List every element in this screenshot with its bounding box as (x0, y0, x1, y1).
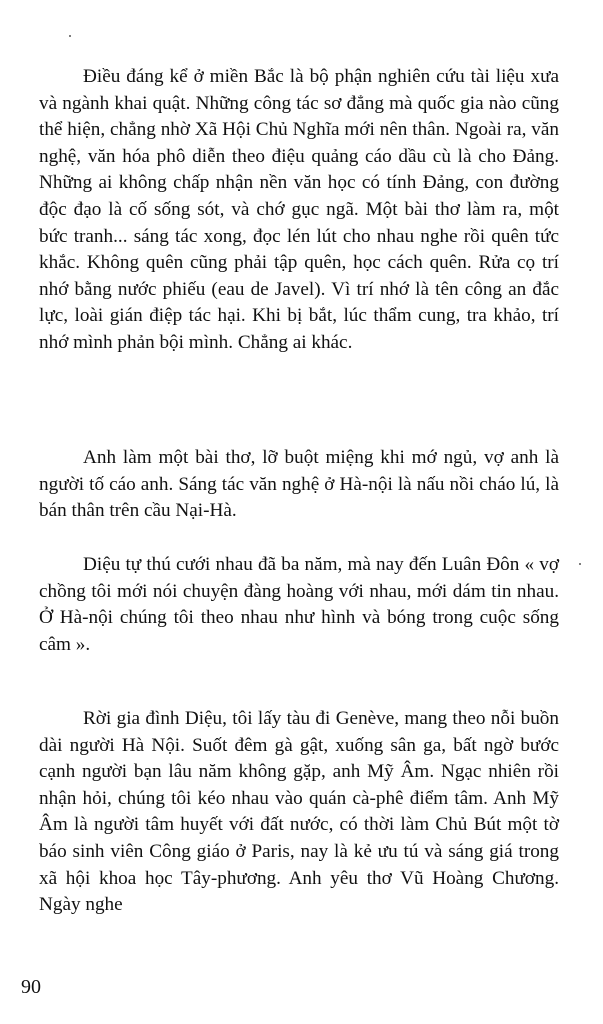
paragraph-2: Anh làm một bài thơ, lỡ buột miệng khi mớ ngủ, vợ anh là người tố cáo anh. Sáng tác văn nghệ ở Hà-nội là nấu nồi cháo lú, là bán thân trên cầu Nại-Hà. (39, 447, 559, 522)
scan-speck (69, 35, 71, 37)
page-number: 90 (21, 976, 41, 998)
paragraph-1: Điều đáng kể ở miền Bắc là bộ phận nghiên cứu tài liệu xưa và ngành khai quật. Những công tác sơ đẳng mà quốc gia nào cũng thể hiện, chẳng nhờ Xã Hội Chủ Nghĩa mới nên thân. Ngoài ra, văn nghệ, văn hóa phô diễn theo điệu quảng cáo dầu cù là cho Đảng. Những ai không chấp nhận nền văn học có tính Đảng, con đường độc đạo là cố sống sót, và chớ gục ngã. Một bài thơ làm ra, một bức tranh... sáng tác xong, đọc lén lút cho nhau nghe rồi quên tức khắc. Không quên cũng phải tập quên, học cách quên. Rửa cọ trí nhớ bằng nước phiếu (eau de Javel). Vì trí nhớ là tên công an đắc lực, loài gián điệp tác hại. Khi bị bắt, lúc thẩm cung, tra khảo, trí nhớ mình phản bội mình. Chẳng ai khác. (39, 66, 559, 353)
paragraph-4: Rời gia đình Diệu, tôi lấy tàu đi Genève, mang theo nỗi buồn dài người Hà Nội. Suốt đêm gà gật, xuống sân ga, bất ngờ bước cạnh người bạn lâu năm không gặp, anh Mỹ Âm. Ngạc nhiên rồi nhận hỏi, chúng tôi kéo nhau vào quán cà-phê điểm tâm. Anh Mỹ Âm là người tâm huyết với đất nước, có thời làm Chủ Bút một tờ báo sinh viên Công giáo ở Paris, nay là kẻ ưu tú và sáng giá trong xã hội khoa học Tây-phương. Anh yêu thơ Vũ Hoàng Chương. Ngày nghe (39, 708, 559, 916)
scan-speck (579, 563, 581, 565)
paragraph-3: Diệu tự thú cưới nhau đã ba năm, mà nay đến Luân Đôn « vợ chồng tôi mới nói chuyện đàng hoàng với nhau, mới dám tin nhau. Ở Hà-nội chúng tôi theo nhau như hình và bóng trong cuộc sống câm ». (39, 554, 559, 655)
